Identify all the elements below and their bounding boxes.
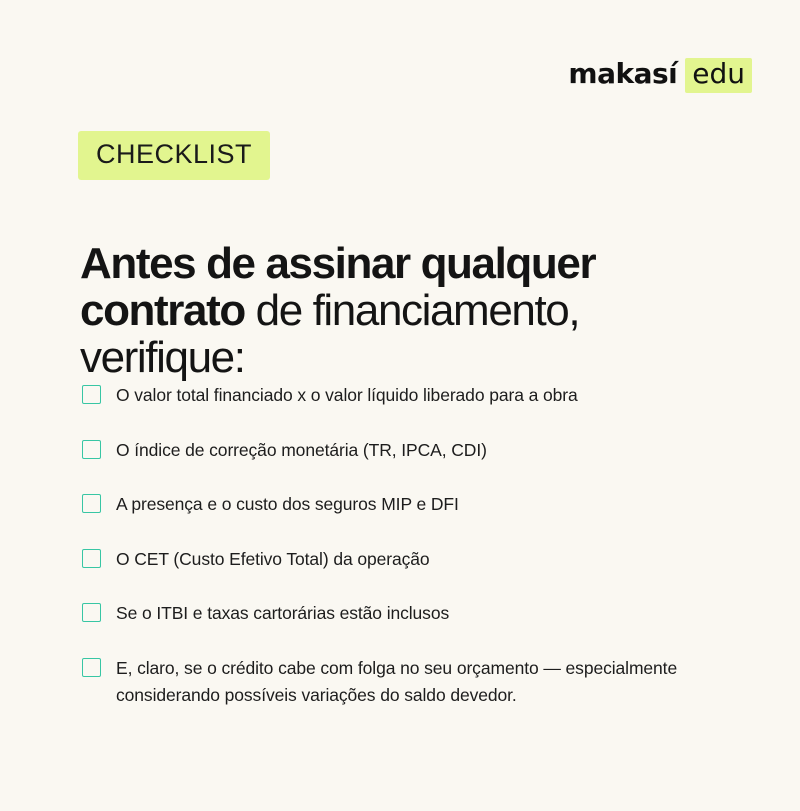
brand-suffix-badge: edu bbox=[685, 58, 752, 93]
list-item[interactable] bbox=[82, 546, 732, 573]
list-item[interactable] bbox=[82, 600, 732, 627]
list-item[interactable] bbox=[82, 655, 732, 708]
checklist bbox=[82, 382, 732, 708]
brand-lockup bbox=[568, 58, 752, 93]
checkbox-icon[interactable] bbox=[82, 658, 101, 677]
brand-name: makasí bbox=[568, 57, 678, 90]
checkbox-icon[interactable] bbox=[82, 549, 101, 568]
list-item-label: E, claro, se o crédito cabe com folga no seu orçamento — especialmente considerando possíveis variações do saldo devedor. bbox=[116, 657, 678, 705]
page-title bbox=[80, 241, 720, 381]
list-item[interactable] bbox=[82, 437, 732, 464]
list-item-label: Se o ITBI e taxas cartorárias estão inclusos bbox=[116, 603, 450, 624]
checkbox-icon[interactable] bbox=[82, 494, 101, 513]
list-item-label: O CET (Custo Efetivo Total) da operação bbox=[116, 548, 430, 569]
headline-line-2-bold: contrato bbox=[80, 286, 245, 336]
headline-line-2-regular: de financiamento, bbox=[244, 286, 580, 336]
list-item[interactable] bbox=[82, 382, 732, 409]
list-item[interactable] bbox=[82, 491, 732, 518]
headline-line-3: verifique: bbox=[80, 332, 245, 382]
checkbox-icon[interactable] bbox=[82, 385, 101, 404]
checkbox-icon[interactable] bbox=[82, 603, 101, 622]
list-item-label: O índice de correção monetária (TR, IPCA, CDI) bbox=[116, 439, 487, 460]
eyebrow-tag bbox=[78, 131, 270, 180]
list-item-label: O valor total financiado x o valor líquido liberado para a obra bbox=[116, 385, 578, 405]
headline-line-1: Antes de assinar qualquer bbox=[80, 239, 596, 289]
checkbox-icon[interactable] bbox=[82, 440, 101, 459]
list-item-label: A presença e o custo dos seguros MIP e DFI bbox=[116, 494, 459, 515]
eyebrow-tag-label: CHECKLIST bbox=[96, 139, 253, 169]
